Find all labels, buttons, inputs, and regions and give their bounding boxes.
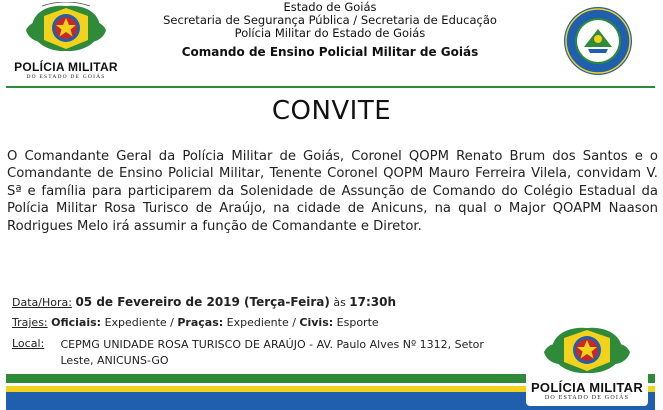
pm-logo-left-name: POLÍCIA MILITAR xyxy=(14,60,118,74)
place-line-2: Leste, ANICUNS-GO xyxy=(60,354,169,367)
date-separator: às xyxy=(329,296,350,309)
place-label: Local: xyxy=(12,337,45,350)
dress-code-row xyxy=(12,316,379,329)
civil-label: Civis: xyxy=(299,316,334,329)
place-address xyxy=(61,337,484,369)
command-badge xyxy=(562,5,634,77)
ranks-value: Expediente / xyxy=(223,316,300,329)
ranks-label: Praças: xyxy=(177,316,224,329)
pm-logo-footer xyxy=(526,322,648,406)
date-value: 05 de Fevereiro de 2019 (Terça-Feira) xyxy=(75,295,330,309)
pm-logo-footer-name: POLÍCIA MILITAR xyxy=(530,380,644,395)
date-time-row xyxy=(12,295,396,309)
invitation-body: O Comandante Geral da Polícia Militar de Goiás, Coronel QOPM Renato Brum dos Santos e o Comandante de Ensino Policial Militar, Tenente Coronel QOPM Mauro Ferreira Vilela, convidam V. Sª e família para participarem da Solenidade de Assunção de Comando do Colégio Estadual da Polícia Militar Rosa Turisco de Araújo, na cidade de Anicuns, na qual o Major QOAPM Naason Rodrigues Melo irá assumir a função de Comandante e Diretor. xyxy=(7,149,658,234)
place-line-1: CEPMG UNIDADE ROSA TURISCO DE ARAÚJO - AV. Paulo Alves Nº 1312, Setor xyxy=(60,338,484,351)
invitation-title: CONVITE xyxy=(271,96,392,126)
command-badge-icon xyxy=(562,5,634,77)
header-divider xyxy=(6,86,655,88)
pm-shield-footer-icon xyxy=(526,322,648,378)
pm-shield-icon xyxy=(14,2,118,54)
dress-label: Trajes: xyxy=(12,316,48,329)
pm-logo-left xyxy=(14,2,118,80)
header-state: Estado de Goiás xyxy=(283,0,377,14)
time-value: 17:30h xyxy=(349,295,397,309)
header-command: Comando de Ensino Policial Militar de Goiás xyxy=(181,45,479,59)
officers-label: Oficiais: xyxy=(51,316,102,329)
date-label: Data/Hora: xyxy=(12,296,72,309)
header-secretariat: Secretaria de Segurança Pública / Secretaria de Educação xyxy=(163,13,497,27)
pm-logo-footer-sub: DO ESTADO DE GOIÁS xyxy=(544,395,630,401)
officers-value: Expediente / xyxy=(101,316,178,329)
header-block xyxy=(130,1,530,61)
pm-logo-left-sub: DO ESTADO DE GOIÁS xyxy=(26,74,106,80)
civil-value: Esporte xyxy=(333,316,379,329)
location-row xyxy=(12,337,484,369)
header-police: Polícia Militar do Estado de Goiás xyxy=(234,26,426,40)
